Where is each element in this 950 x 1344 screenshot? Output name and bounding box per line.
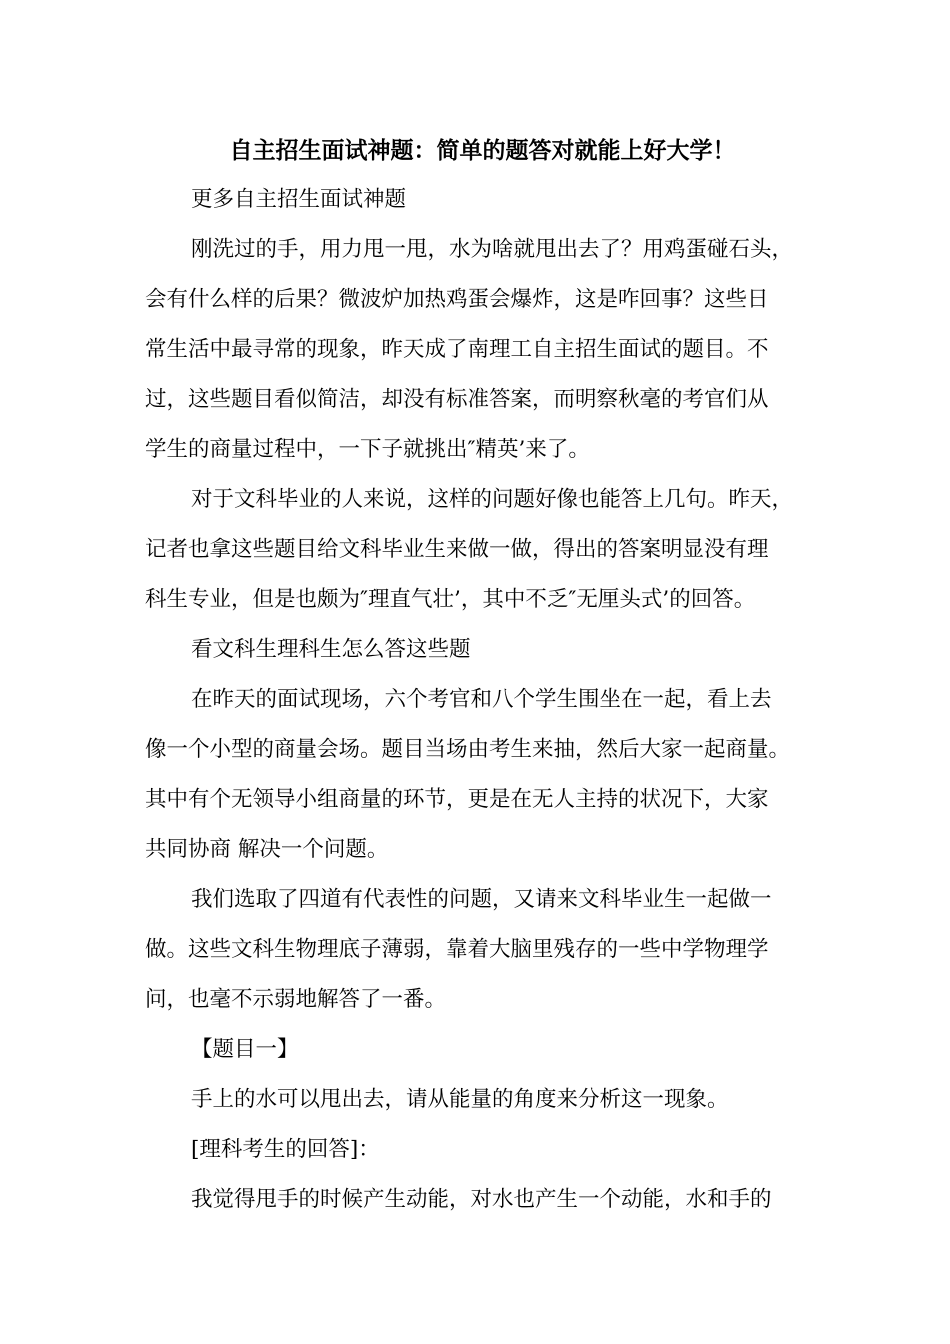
text-line: 更多自主招生面试神题: [191, 187, 407, 212]
paragraph: [145, 1175, 825, 1225]
paragraph: [145, 875, 825, 1025]
text-line: 科生专业，但是也颇为″理直气壮’，其中不乏″无厘头式’的回答。: [145, 587, 756, 612]
text-line: 手上的水可以甩出去，请从能量的角度来分析这一现象。: [191, 1087, 729, 1112]
paragraph: [145, 475, 825, 625]
text-line: 对于文科毕业的人来说，这样的问题好像也能答上几句。昨天，: [191, 487, 794, 512]
text-line: 在昨天的面试现场，六个考官和八个学生围坐在一起，看上去: [191, 687, 772, 712]
text-line: 过，这些题目看似简洁，却没有标准答案，而明察秋毫的考官们从: [145, 387, 769, 412]
text-line: 记者也拿这些题目给文科毕业生来做一做，得出的答案明显没有理: [145, 537, 769, 562]
paragraph: [145, 675, 825, 875]
text-line: 问，也毫不示弱地解答了一番。: [145, 987, 447, 1012]
text-line: 会有什么样的后果？微波炉加热鸡蛋会爆炸，这是咋回事？这些日: [145, 287, 769, 312]
question-text: [145, 1075, 825, 1125]
text-line: 【题目一】: [191, 1037, 299, 1062]
question-heading: [145, 1025, 825, 1075]
document-title: 自主招生面试神题：简单的题答对就能上好大学！: [229, 138, 736, 164]
text-line: 常生活中最寻常的现象，昨天成了南理工自主招生面试的题目。不: [145, 337, 769, 362]
paragraph: [145, 175, 825, 225]
text-line: 做。这些文科生物理底子薄弱，靠着大脑里残存的一些中学物理学: [145, 937, 769, 962]
text-line: 像一个小型的商量会场。题目当场由考生来抽，然后大家一起商量。: [145, 737, 791, 762]
text-line: 其中有个无领导小组商量的环节，更是在无人主持的状况下，大家: [145, 787, 769, 812]
answer-heading: [145, 1125, 825, 1175]
text-line: 看文科生理科生怎么答这些题: [191, 637, 471, 662]
text-line: 我们选取了四道有代表性的问题，又请来文科毕业生一起做一: [191, 887, 772, 912]
section-heading: [145, 625, 825, 675]
text-line: 我觉得甩手的时候产生动能，对水也产生一个动能，水和手的: [191, 1187, 772, 1212]
text-line: 共同协商 解决一个问题。: [145, 837, 389, 862]
text-line: 学生的商量过程中，一下子就挑出″精英’来了。: [145, 437, 590, 462]
text-line: 刚洗过的手，用力甩一甩，水为啥就甩出去了？用鸡蛋碰石头，: [191, 237, 794, 262]
text-line: [理科考生的回答]：: [191, 1137, 380, 1162]
paragraph: [145, 225, 825, 475]
